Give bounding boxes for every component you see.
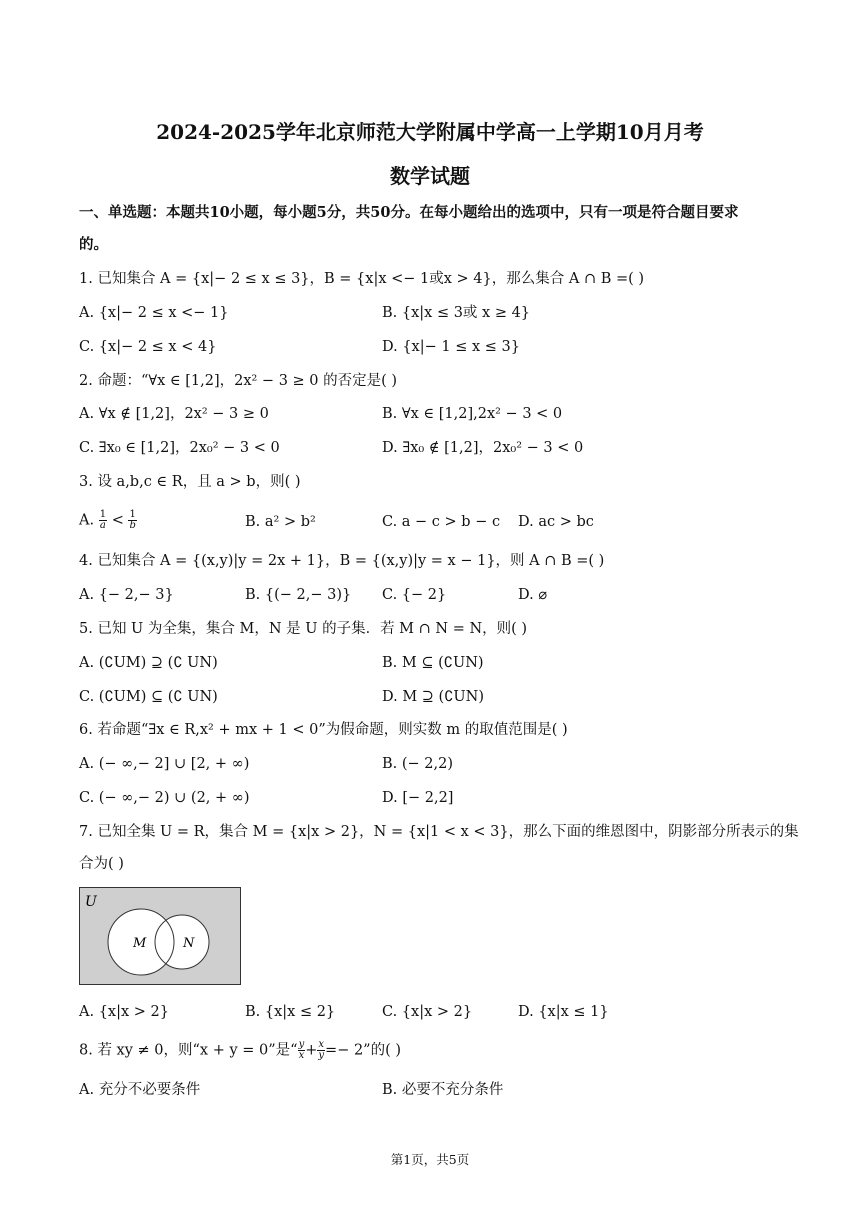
fraction-1-over-a: $\frac{1}{a}$ — [99, 509, 107, 531]
question-6-stem: 6. 若命题“∃x ∈ R,x² + mx + 1 < 0”为假命题，则实数 m 的取值范围是( ) — [79, 722, 568, 738]
section-heading-line2: 的。 — [79, 236, 108, 253]
question-8-stem: 8. 若 xy ≠ 0，则“x + y = 0”是“ $\frac{y}{x}$ + $\frac{x}{y}$ =− 2”的( ) — [79, 1039, 402, 1061]
question-5-option-c: C. (∁UM) ⊆ (∁ UN) — [79, 689, 218, 705]
fraction-y-over-x: $\frac{y}{x}$ — [298, 1039, 305, 1061]
question-2-option-c: C. ∃x₀ ∈ [1,2]，2x₀² − 3 < 0 — [79, 440, 280, 456]
question-7-option-c: C. {x|x > 2} — [382, 1004, 473, 1020]
question-3-stem: 3. 设 a,b,c ∈ R，且 a > b，则( ) — [79, 474, 301, 490]
question-3-option-a: A. $\frac{1}{a}$ < $\frac{1}{b}$ — [79, 509, 136, 531]
question-3-option-c: C. a − c > b − c — [382, 514, 501, 530]
question-4-option-b: B. {(− 2,− 3)} — [245, 587, 352, 603]
question-7-stem: 7. 已知全集 U = R，集合 M = {x|x > 2}，N = {x|1 < x < 3}，那么下面的维恩图中，阴影部分所表示的集 — [79, 824, 799, 840]
question-4-option-d: D. ⌀ — [518, 587, 548, 603]
question-5-stem: 5. 已知 U 为全集，集合 M，N 是 U 的子集．若 M ∩ N = N，则( ) — [79, 621, 528, 637]
page-footer: 第1页，共5页 — [390, 1152, 470, 1167]
question-7-option-d: D. {x|x ≤ 1} — [518, 1004, 609, 1020]
question-4-option-c: C. {− 2} — [382, 587, 447, 603]
fraction-x-over-y: $\frac{x}{y}$ — [318, 1039, 325, 1061]
question-5-option-a: A. (∁UM) ⊇ (∁ UN) — [79, 655, 218, 671]
question-3-option-d: D. ac > bc — [518, 514, 594, 530]
fraction-1-over-b: $\frac{1}{b}$ — [129, 509, 136, 531]
venn-label-n: N — [183, 936, 195, 951]
question-2-option-d: D. ∃x₀ ∉ [1,2]，2x₀² − 3 < 0 — [382, 440, 584, 456]
question-4-stem: 4. 已知集合 A = {(x,y)|y = 2x + 1}，B = {(x,y)|y = x − 1}，则 A ∩ B =( ) — [79, 553, 605, 569]
venn-label-m: M — [133, 936, 147, 951]
question-7-option-b: B. {x|x ≤ 2} — [245, 1004, 336, 1020]
question-6-option-b: B. (− 2,2) — [382, 756, 454, 772]
question-1-option-b: B. {x|x ≤ 3或 x ≥ 4} — [382, 305, 531, 321]
section-heading-line1: 一、单选题：本题共10小题，每小题5分，共50分。在每小题给出的选项中，只有一项是符合题目要求 — [79, 204, 739, 221]
exam-subtitle: 数学试题 — [390, 164, 470, 188]
question-1-option-c: C. {x|− 2 ≤ x < 4} — [79, 339, 217, 355]
question-1-stem: 1. 已知集合 A = {x|− 2 ≤ x ≤ 3}，B = {x|x <− 1或x > 4}，那么集合 A ∩ B =( ) — [79, 271, 645, 287]
question-8-option-a: A. 充分不必要条件 — [79, 1082, 201, 1098]
venn-diagram — [79, 887, 241, 985]
question-8-option-b: B. 必要不充分条件 — [382, 1082, 504, 1098]
question-7-option-a: A. {x|x > 2} — [79, 1004, 169, 1020]
question-3-option-b: B. a² > b² — [245, 514, 316, 530]
question-6-option-c: C. (− ∞,− 2) ∪ (2, + ∞) — [79, 790, 250, 806]
question-2-option-b: B. ∀x ∈ [1,2],2x² − 3 < 0 — [382, 406, 563, 422]
venn-label-u: U — [85, 894, 97, 910]
question-5-option-d: D. M ⊇ (∁UN) — [382, 689, 484, 705]
question-6-option-d: D. [− 2,2] — [382, 790, 454, 806]
exam-title: 2024-2025学年北京师范大学附属中学高一上学期10月月考 — [156, 120, 704, 144]
question-7-stem-continued: 合为( ) — [79, 856, 124, 872]
question-4-option-a: A. {− 2,− 3} — [79, 587, 174, 603]
question-1-option-d: D. {x|− 1 ≤ x ≤ 3} — [382, 339, 520, 355]
question-6-option-a: A. (− ∞,− 2] ∪ [2, + ∞) — [79, 756, 250, 772]
question-2-option-a: A. ∀x ∉ [1,2]，2x² − 3 ≥ 0 — [79, 406, 269, 422]
venn-circle-n — [155, 915, 209, 969]
option-a-label: A. — [79, 512, 99, 529]
question-5-option-b: B. M ⊆ (∁UN) — [382, 655, 484, 671]
question-2-stem: 2. 命题：“∀x ∈ [1,2]，2x² − 3 ≥ 0 的否定是( ) — [79, 373, 398, 389]
question-1-option-a: A. {x|− 2 ≤ x <− 1} — [79, 305, 229, 321]
